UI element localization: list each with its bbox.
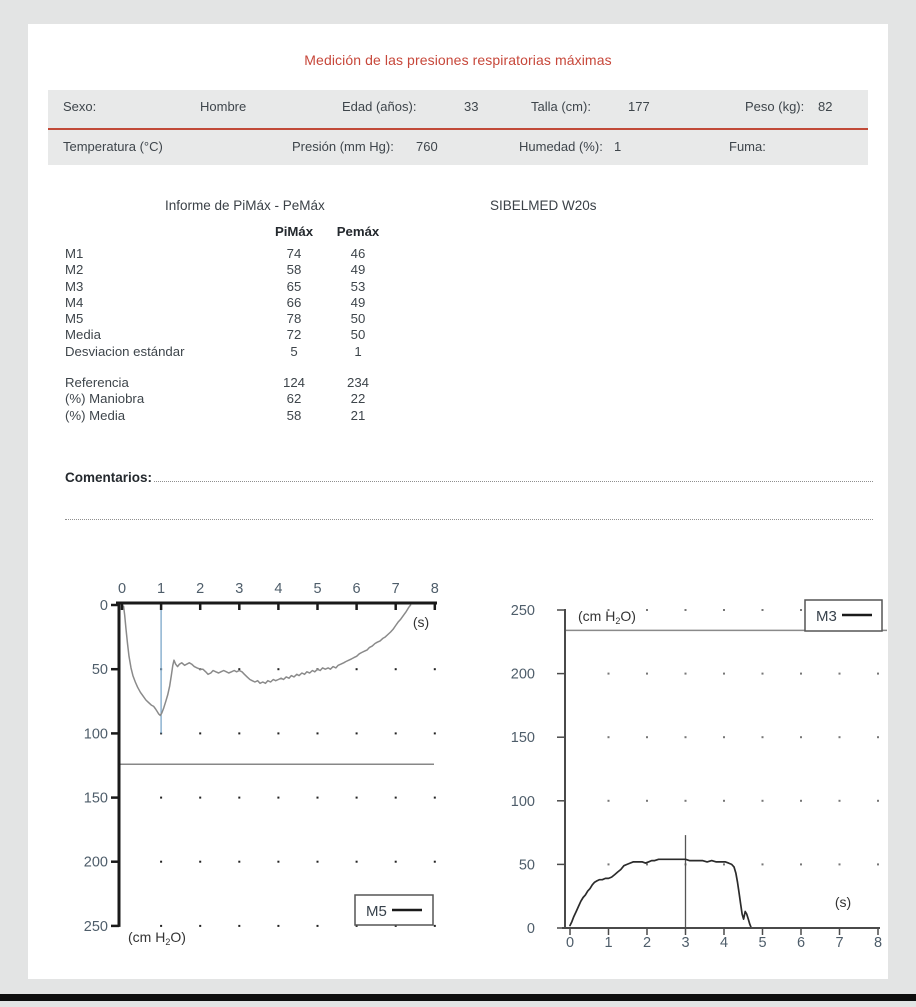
pemax-value: 49 xyxy=(350,262,366,278)
svg-text:1: 1 xyxy=(157,581,166,597)
pressure-table xyxy=(65,224,485,424)
patient-info-row-2 xyxy=(48,139,868,157)
maneuver-label: M4 xyxy=(65,294,84,310)
pemax-value: 50 xyxy=(350,327,366,343)
axes xyxy=(111,603,437,927)
table-row xyxy=(65,246,485,262)
svg-text:2: 2 xyxy=(642,935,652,951)
edad-label: Edad (años): xyxy=(342,99,417,114)
svg-text:7: 7 xyxy=(835,935,844,951)
red-separator-line xyxy=(48,128,868,130)
maneuver-label: Desviacion estándar xyxy=(65,343,185,359)
table-row xyxy=(65,344,485,360)
patient-info-row-1 xyxy=(48,99,868,117)
table-row xyxy=(65,295,485,311)
pemax-chart-m3 xyxy=(468,540,888,979)
svg-text:3: 3 xyxy=(235,581,244,597)
pemax-value: 46 xyxy=(350,246,366,261)
pimax-value: 58 xyxy=(286,262,302,278)
svg-text:250: 250 xyxy=(510,603,535,619)
svg-text:4: 4 xyxy=(274,581,283,597)
pimax-value: 65 xyxy=(286,278,302,294)
pimax-column-header: PiMáx xyxy=(274,224,314,239)
svg-text:0: 0 xyxy=(526,921,535,937)
pimax-reference: 124 xyxy=(282,375,306,391)
page-title: Medición de las presiones respiratorias máximas xyxy=(304,52,612,68)
x-axis-unit-label: (s) xyxy=(412,614,430,630)
patient-info-band xyxy=(48,90,868,165)
svg-text:1: 1 xyxy=(604,935,613,951)
legend-series-name: M5 xyxy=(366,903,387,920)
comments-section xyxy=(65,470,873,485)
pimax-value: 74 xyxy=(286,246,302,261)
pemax-value: 1 xyxy=(354,343,362,359)
svg-text:50: 50 xyxy=(91,662,108,679)
dot-grid xyxy=(160,668,436,927)
pimax-value: 66 xyxy=(286,294,302,310)
svg-text:0: 0 xyxy=(565,935,575,951)
report-heading: Informe de PiMáx - PeMáx xyxy=(165,198,325,213)
maneuver-label: Media xyxy=(65,327,101,343)
pimax-pct-media: 58 xyxy=(286,407,302,423)
table-row xyxy=(65,375,485,391)
pemax-value: 53 xyxy=(350,278,366,294)
legend-series-name: M3 xyxy=(816,608,837,625)
svg-text:200: 200 xyxy=(510,666,535,683)
maneuver-label: M1 xyxy=(65,246,84,261)
y-axis-unit-label: (cm $H_2O$) xyxy=(128,929,186,947)
axes xyxy=(557,609,880,935)
pemax-value: 50 xyxy=(350,311,366,327)
dot-grid xyxy=(608,609,880,865)
pct-media-label: (%) Media xyxy=(65,407,126,423)
talla-value: 177 xyxy=(628,99,650,114)
svg-text:0: 0 xyxy=(117,581,127,597)
table-header xyxy=(65,224,485,246)
report-page xyxy=(28,24,888,979)
svg-text:3: 3 xyxy=(681,935,690,951)
pressure-curve xyxy=(124,605,411,715)
table-row xyxy=(65,327,485,343)
svg-text:0: 0 xyxy=(99,598,108,614)
svg-text:6: 6 xyxy=(352,581,361,597)
tick-labels xyxy=(511,603,882,951)
table-row xyxy=(65,262,485,278)
pimax-value: 78 xyxy=(286,311,302,327)
svg-text:5: 5 xyxy=(758,935,767,951)
comments-dotted-line xyxy=(154,481,873,482)
svg-text:5: 5 xyxy=(313,581,322,597)
humedad-label: Humedad (%): xyxy=(519,139,603,154)
y-axis-unit-label: (cm $H_2O$) xyxy=(578,608,636,626)
pressure-curve xyxy=(570,859,751,928)
presion-label: Presión (mm Hg): xyxy=(292,139,394,154)
pemax-pct-maniobra: 22 xyxy=(350,391,366,407)
pemax-pct-media: 21 xyxy=(350,407,366,423)
window-bottom-border xyxy=(0,994,916,1001)
x-axis-unit-label: (s) xyxy=(834,894,852,910)
pct-maniobra-label: (%) Maniobra xyxy=(65,391,145,407)
peso-label: Peso (kg): xyxy=(745,99,805,114)
svg-text:150: 150 xyxy=(510,730,535,747)
legend xyxy=(805,600,882,631)
tick-labels xyxy=(84,581,439,935)
svg-text:6: 6 xyxy=(796,935,806,951)
table-row xyxy=(65,279,485,295)
summary-rows xyxy=(65,375,485,424)
svg-text:4: 4 xyxy=(719,935,729,951)
svg-text:50: 50 xyxy=(518,857,535,874)
table-row xyxy=(65,408,485,424)
device-name: SIBELMED W20s xyxy=(490,198,597,213)
talla-label: Talla (cm): xyxy=(531,99,591,114)
sexo-label: Sexo: xyxy=(63,99,97,114)
svg-text:200: 200 xyxy=(83,854,108,871)
pimax-chart-m5 xyxy=(28,540,468,979)
reference-label: Referencia xyxy=(65,375,129,391)
svg-text:8: 8 xyxy=(873,935,883,951)
sexo-value: Hombre xyxy=(200,99,247,114)
pimax-value: 5 xyxy=(290,343,298,359)
peso-value: 82 xyxy=(818,99,833,114)
svg-text:150: 150 xyxy=(83,790,108,807)
table-row xyxy=(65,391,485,407)
svg-text:7: 7 xyxy=(391,581,400,597)
svg-text:250: 250 xyxy=(83,918,108,935)
svg-text:2: 2 xyxy=(196,581,205,597)
legend xyxy=(355,895,433,925)
comments-label: Comentarios: xyxy=(65,470,153,485)
humedad-value: 1 xyxy=(614,139,622,154)
pimax-pct-maniobra: 62 xyxy=(286,391,302,407)
fuma-label: Fuma: xyxy=(729,139,766,154)
pimax-value: 72 xyxy=(286,327,302,343)
comments-dotted-line xyxy=(65,505,873,520)
svg-text:100: 100 xyxy=(510,793,535,810)
svg-text:8: 8 xyxy=(430,581,439,597)
edad-value: 33 xyxy=(464,99,479,114)
pemax-reference: 234 xyxy=(346,375,370,391)
pemax-column-header: Pemáx xyxy=(336,224,380,239)
maneuver-label: M5 xyxy=(65,311,84,327)
maneuver-label: M2 xyxy=(65,262,84,278)
svg-text:100: 100 xyxy=(83,726,108,743)
table-row xyxy=(65,311,485,327)
presion-value: 760 xyxy=(416,139,438,154)
pemax-value: 49 xyxy=(350,294,366,310)
temperatura-label: Temperatura (°C) xyxy=(63,139,163,154)
maneuver-label: M3 xyxy=(65,278,84,294)
